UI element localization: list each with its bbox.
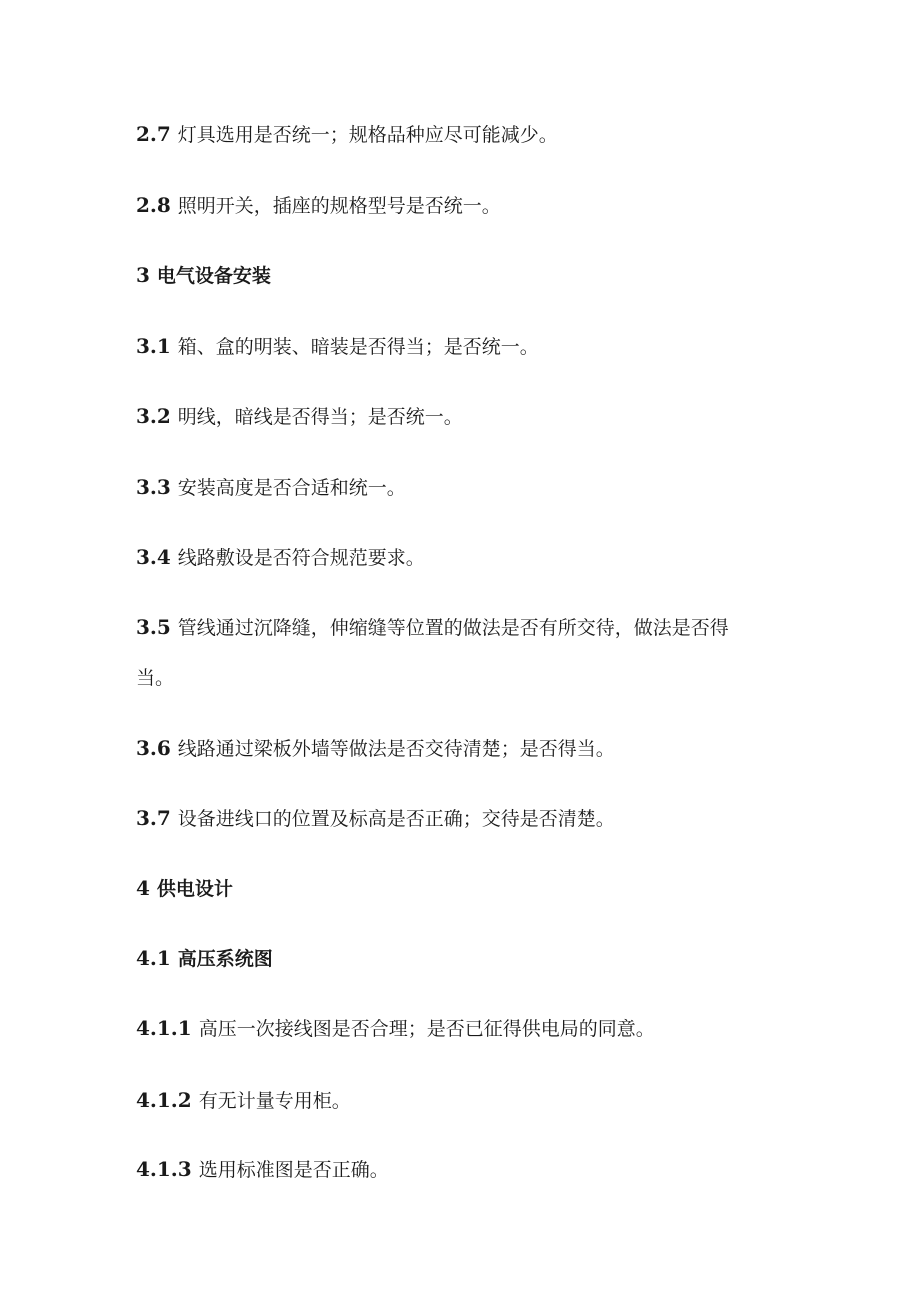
item-text-continuation: 当。	[136, 667, 175, 689]
section-number: 4	[136, 876, 150, 900]
item-text: 灯具选用是否统一；规格品种应尽可能减少。	[177, 124, 558, 146]
item-number: 3.6	[136, 736, 171, 760]
item-number: 3.1	[136, 334, 171, 358]
item-number: 3.3	[136, 475, 171, 499]
section-number: 4.1	[136, 946, 171, 970]
section-heading-3	[136, 263, 776, 288]
item-text: 明线，暗线是否得当；是否统一。	[177, 406, 463, 428]
item-number: 2.8	[136, 193, 171, 217]
section-title: 供电设计	[156, 878, 233, 900]
item-text: 箱、盒的明装、暗装是否得当；是否统一。	[177, 336, 539, 358]
section-number: 3	[136, 263, 150, 287]
item-number: 3.2	[136, 404, 171, 428]
item-3-2	[136, 404, 776, 429]
section-heading-4	[136, 876, 776, 901]
section-title: 高压系统图	[177, 948, 273, 970]
item-2-8	[136, 193, 776, 218]
section-title: 电气设备安装	[156, 265, 271, 287]
item-number: 3.5	[136, 615, 171, 639]
item-number: 4.1.2	[136, 1088, 192, 1112]
item-4-1-1	[136, 1016, 776, 1041]
item-3-6	[136, 736, 776, 761]
item-2-7	[136, 122, 776, 147]
item-3-4	[136, 545, 776, 570]
item-number: 4.1.3	[136, 1157, 192, 1181]
item-text: 线路敷设是否符合规范要求。	[177, 547, 425, 569]
item-3-7	[136, 806, 776, 831]
item-3-3	[136, 475, 776, 500]
item-text: 设备进线口的位置及标高是否正确；交待是否清楚。	[177, 808, 615, 830]
item-text: 照明开关，插座的规格型号是否统一。	[177, 195, 501, 217]
item-3-5	[136, 615, 776, 640]
item-text: 安装高度是否合适和统一。	[177, 477, 406, 499]
item-text: 高压一次接线图是否合理；是否已征得供电局的同意。	[198, 1018, 655, 1040]
item-3-1	[136, 334, 776, 359]
subsection-heading-4-1	[136, 946, 776, 971]
item-4-1-2	[136, 1088, 776, 1113]
item-text: 有无计量专用柜。	[198, 1090, 351, 1112]
item-number: 4.1.1	[136, 1016, 192, 1040]
item-3-5-continuation	[136, 666, 776, 690]
item-number: 3.4	[136, 545, 171, 569]
item-text: 管线通过沉降缝，伸缩缝等位置的做法是否有所交待，做法是否得	[177, 617, 729, 639]
item-4-1-3	[136, 1157, 776, 1182]
item-number: 2.7	[136, 122, 171, 146]
item-text: 选用标准图是否正确。	[198, 1159, 389, 1181]
item-number: 3.7	[136, 806, 171, 830]
item-text: 线路通过梁板外墙等做法是否交待清楚；是否得当。	[177, 738, 615, 760]
